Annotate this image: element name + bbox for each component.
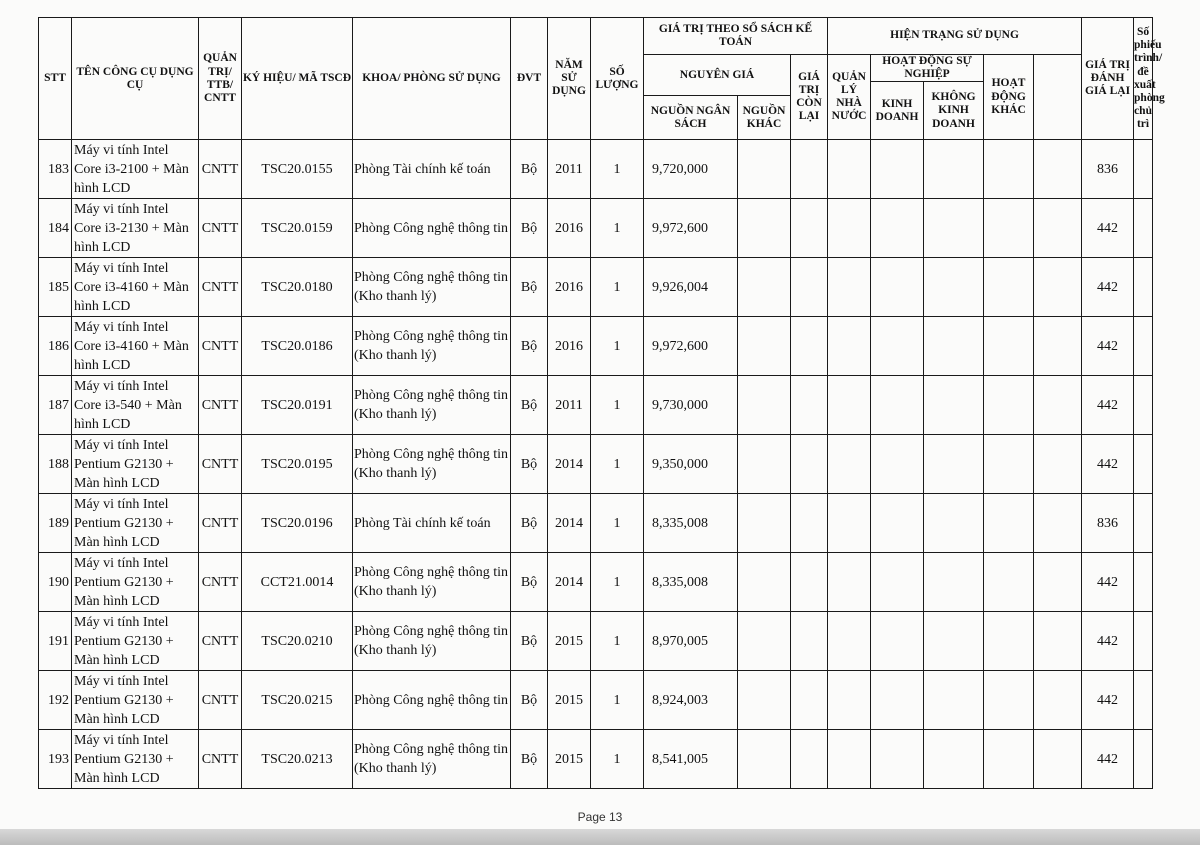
header-gia-tri-con-lai: GIÁ TRỊ CÒN LẠI bbox=[791, 55, 828, 140]
cell-gia-tri-con-lai bbox=[791, 612, 828, 671]
cell-gia-tri-con-lai bbox=[791, 435, 828, 494]
cell-kinh-doanh bbox=[871, 494, 924, 553]
cell-quan-tri: CNTT bbox=[199, 553, 242, 612]
cell-nguon-khac bbox=[738, 553, 791, 612]
header-ky-hieu: KÝ HIỆU/ MÃ TSCĐ bbox=[242, 18, 353, 140]
cell-dvt: Bộ bbox=[511, 435, 548, 494]
cell-danh-gia-lai bbox=[1034, 553, 1082, 612]
header-hien-trang: HIỆN TRẠNG SỬ DỤNG bbox=[828, 18, 1082, 55]
cell-nguon-ngan-sach: 8,335,008 bbox=[644, 494, 738, 553]
table-row bbox=[39, 258, 1153, 317]
cell-khong-kinh-doanh bbox=[924, 199, 984, 258]
cell-so-luong: 1 bbox=[591, 140, 644, 199]
cell-ghi-chu bbox=[1134, 730, 1153, 789]
cell-khong-kinh-doanh bbox=[924, 258, 984, 317]
cell-dvt: Bộ bbox=[511, 730, 548, 789]
table-row bbox=[39, 435, 1153, 494]
cell-ky-hieu: TSC20.0213 bbox=[242, 730, 353, 789]
header-khoa: KHOA/ PHÒNG SỬ DỤNG bbox=[353, 18, 511, 140]
header-hd-khac: HOẠT ĐỘNG KHÁC bbox=[984, 55, 1034, 140]
table-row bbox=[39, 553, 1153, 612]
cell-so-phieu: 442 bbox=[1082, 553, 1134, 612]
cell-ky-hieu: TSC20.0191 bbox=[242, 376, 353, 435]
cell-kinh-doanh bbox=[871, 553, 924, 612]
cell-ky-hieu: TSC20.0186 bbox=[242, 317, 353, 376]
cell-so-phieu: 836 bbox=[1082, 140, 1134, 199]
header-nguon-khac: NGUỒN KHÁC bbox=[738, 96, 791, 140]
cell-khoa: Phòng Công nghệ thông tin (Kho thanh lý) bbox=[353, 730, 511, 789]
cell-gia-tri-con-lai bbox=[791, 317, 828, 376]
cell-kinh-doanh bbox=[871, 435, 924, 494]
cell-kinh-doanh bbox=[871, 730, 924, 789]
cell-nam: 2016 bbox=[548, 317, 591, 376]
cell-ten: Máy vi tính Intel Core i3-4160 + Màn hình LCD bbox=[72, 258, 199, 317]
cell-stt: 192 bbox=[39, 671, 72, 730]
cell-quan-tri: CNTT bbox=[199, 258, 242, 317]
header-so-luong: SỐ LƯỢNG bbox=[591, 18, 644, 140]
header-kinh-doanh: KINH DOANH bbox=[871, 82, 924, 140]
cell-khoa: Phòng Công nghệ thông tin (Kho thanh lý) bbox=[353, 612, 511, 671]
cell-ky-hieu: TSC20.0180 bbox=[242, 258, 353, 317]
cell-so-luong: 1 bbox=[591, 199, 644, 258]
cell-hd-khac bbox=[984, 140, 1034, 199]
cell-nam: 2016 bbox=[548, 199, 591, 258]
cell-khong-kinh-doanh bbox=[924, 317, 984, 376]
cell-nguon-khac bbox=[738, 612, 791, 671]
cell-ky-hieu: TSC20.0159 bbox=[242, 199, 353, 258]
table-row bbox=[39, 730, 1153, 789]
cell-ten: Máy vi tính Intel Pentium G2130 + Màn hình LCD bbox=[72, 494, 199, 553]
cell-quan-ly bbox=[828, 612, 871, 671]
cell-hd-khac bbox=[984, 376, 1034, 435]
cell-so-luong: 1 bbox=[591, 730, 644, 789]
cell-danh-gia-lai bbox=[1034, 258, 1082, 317]
header-nguyen-gia: NGUYÊN GIÁ bbox=[644, 55, 791, 96]
cell-danh-gia-lai bbox=[1034, 317, 1082, 376]
cell-nguon-ngan-sach: 9,730,000 bbox=[644, 376, 738, 435]
cell-nguon-khac bbox=[738, 730, 791, 789]
cell-ky-hieu: TSC20.0196 bbox=[242, 494, 353, 553]
cell-hd-khac bbox=[984, 199, 1034, 258]
cell-quan-tri: CNTT bbox=[199, 435, 242, 494]
cell-so-phieu: 442 bbox=[1082, 612, 1134, 671]
cell-hd-khac bbox=[984, 612, 1034, 671]
cell-gia-tri-con-lai bbox=[791, 494, 828, 553]
cell-nam: 2014 bbox=[548, 553, 591, 612]
cell-so-luong: 1 bbox=[591, 317, 644, 376]
cell-quan-ly bbox=[828, 317, 871, 376]
cell-danh-gia-lai bbox=[1034, 140, 1082, 199]
cell-ghi-chu bbox=[1134, 140, 1153, 199]
cell-so-phieu: 442 bbox=[1082, 199, 1134, 258]
cell-khong-kinh-doanh bbox=[924, 553, 984, 612]
cell-kinh-doanh bbox=[871, 140, 924, 199]
cell-ten: Máy vi tính Intel Core i3-2100 + Màn hình LCD bbox=[72, 140, 199, 199]
cell-quan-tri: CNTT bbox=[199, 199, 242, 258]
cell-quan-ly bbox=[828, 258, 871, 317]
cell-danh-gia-lai bbox=[1034, 435, 1082, 494]
cell-khong-kinh-doanh bbox=[924, 671, 984, 730]
cell-dvt: Bộ bbox=[511, 140, 548, 199]
cell-nguon-ngan-sach: 9,972,600 bbox=[644, 317, 738, 376]
cell-so-luong: 1 bbox=[591, 553, 644, 612]
cell-nguon-khac bbox=[738, 258, 791, 317]
cell-nguon-khac bbox=[738, 376, 791, 435]
cell-nam: 2016 bbox=[548, 258, 591, 317]
header-quan-tri: QUẢN TRỊ/ TTB/ CNTT bbox=[199, 18, 242, 140]
cell-quan-tri: CNTT bbox=[199, 494, 242, 553]
cell-khoa: Phòng Công nghệ thông tin (Kho thanh lý) bbox=[353, 553, 511, 612]
cell-so-luong: 1 bbox=[591, 435, 644, 494]
cell-ky-hieu: TSC20.0215 bbox=[242, 671, 353, 730]
cell-khong-kinh-doanh bbox=[924, 730, 984, 789]
cell-quan-ly bbox=[828, 435, 871, 494]
cell-ghi-chu bbox=[1134, 435, 1153, 494]
cell-ten: Máy vi tính Intel Pentium G2130 + Màn hình LCD bbox=[72, 671, 199, 730]
cell-nguon-khac bbox=[738, 140, 791, 199]
page-number: Page 13 bbox=[577, 810, 623, 824]
cell-ten: Máy vi tính Intel Core i3-2130 + Màn hình LCD bbox=[72, 199, 199, 258]
header-khong-kinh-doanh: KHÔNG KINH DOANH bbox=[924, 82, 984, 140]
header-nam: NĂM SỬ DỤNG bbox=[548, 18, 591, 140]
cell-nam: 2015 bbox=[548, 730, 591, 789]
cell-dvt: Bộ bbox=[511, 199, 548, 258]
cell-ky-hieu: TSC20.0195 bbox=[242, 435, 353, 494]
cell-so-phieu: 442 bbox=[1082, 435, 1134, 494]
cell-khoa: Phòng Công nghệ thông tin (Kho thanh lý) bbox=[353, 317, 511, 376]
asset-table bbox=[38, 17, 1165, 789]
cell-nam: 2011 bbox=[548, 376, 591, 435]
cell-danh-gia-lai bbox=[1034, 494, 1082, 553]
cell-nguon-ngan-sach: 9,720,000 bbox=[644, 140, 738, 199]
cell-ghi-chu bbox=[1134, 258, 1153, 317]
cell-stt: 183 bbox=[39, 140, 72, 199]
header-stt: STT bbox=[39, 18, 72, 140]
cell-so-phieu: 442 bbox=[1082, 317, 1134, 376]
cell-stt: 190 bbox=[39, 553, 72, 612]
cell-danh-gia-lai bbox=[1034, 612, 1082, 671]
header-gia-tri-danh-gia-lai: GIÁ TRỊ ĐÁNH GIÁ LẠI bbox=[1082, 18, 1134, 140]
cell-quan-ly bbox=[828, 553, 871, 612]
cell-quan-tri: CNTT bbox=[199, 376, 242, 435]
cell-khoa: Phòng Công nghệ thông tin (Kho thanh lý) bbox=[353, 435, 511, 494]
cell-hd-khac bbox=[984, 730, 1034, 789]
table-row bbox=[39, 199, 1153, 258]
cell-hd-khac bbox=[984, 494, 1034, 553]
cell-gia-tri-con-lai bbox=[791, 140, 828, 199]
cell-khoa: Phòng Tài chính kế toán bbox=[353, 140, 511, 199]
cell-ghi-chu bbox=[1134, 317, 1153, 376]
cell-so-phieu: 442 bbox=[1082, 376, 1134, 435]
cell-khoa: Phòng Công nghệ thông tin bbox=[353, 199, 511, 258]
cell-hd-khac bbox=[984, 435, 1034, 494]
cell-ghi-chu bbox=[1134, 494, 1153, 553]
cell-ten: Máy vi tính Intel Pentium G2130 + Màn hình LCD bbox=[72, 612, 199, 671]
table-row bbox=[39, 671, 1153, 730]
cell-gia-tri-con-lai bbox=[791, 376, 828, 435]
header-ten: TÊN CÔNG CỤ DỤNG CỤ bbox=[72, 18, 199, 140]
cell-khoa: Phòng Tài chính kế toán bbox=[353, 494, 511, 553]
cell-quan-ly bbox=[828, 730, 871, 789]
cell-khoa: Phòng Công nghệ thông tin (Kho thanh lý) bbox=[353, 376, 511, 435]
cell-ghi-chu bbox=[1134, 376, 1153, 435]
cell-nguon-ngan-sach: 9,926,004 bbox=[644, 258, 738, 317]
cell-ten: Máy vi tính Intel Core i3-4160 + Màn hình LCD bbox=[72, 317, 199, 376]
cell-quan-ly bbox=[828, 140, 871, 199]
table-row bbox=[39, 612, 1153, 671]
cell-danh-gia-lai bbox=[1034, 730, 1082, 789]
cell-kinh-doanh bbox=[871, 376, 924, 435]
cell-nguon-khac bbox=[738, 494, 791, 553]
cell-dvt: Bộ bbox=[511, 376, 548, 435]
cell-ghi-chu bbox=[1134, 671, 1153, 730]
cell-gia-tri-con-lai bbox=[791, 258, 828, 317]
table-row bbox=[39, 317, 1153, 376]
cell-nam: 2015 bbox=[548, 612, 591, 671]
cell-nguon-ngan-sach: 9,350,000 bbox=[644, 435, 738, 494]
cell-quan-tri: CNTT bbox=[199, 612, 242, 671]
cell-dvt: Bộ bbox=[511, 671, 548, 730]
cell-khong-kinh-doanh bbox=[924, 494, 984, 553]
cell-gia-tri-con-lai bbox=[791, 671, 828, 730]
scan-bottom-edge bbox=[0, 829, 1200, 845]
cell-ghi-chu bbox=[1134, 199, 1153, 258]
cell-quan-ly bbox=[828, 671, 871, 730]
cell-dvt: Bộ bbox=[511, 258, 548, 317]
header-hd-su-nghiep: HOẠT ĐỘNG SỰ NGHIỆP bbox=[871, 55, 984, 82]
cell-quan-ly bbox=[828, 376, 871, 435]
cell-kinh-doanh bbox=[871, 612, 924, 671]
cell-so-phieu: 442 bbox=[1082, 730, 1134, 789]
cell-hd-khac bbox=[984, 553, 1034, 612]
cell-ghi-chu bbox=[1134, 612, 1153, 671]
cell-nguon-khac bbox=[738, 317, 791, 376]
header-so-phieu: Số phiếu trình/ đề xuất phòng chủ trì bbox=[1134, 18, 1153, 140]
cell-danh-gia-lai bbox=[1034, 199, 1082, 258]
cell-nguon-ngan-sach: 9,972,600 bbox=[644, 199, 738, 258]
cell-khoa: Phòng Công nghệ thông tin bbox=[353, 671, 511, 730]
cell-so-phieu: 442 bbox=[1082, 258, 1134, 317]
cell-gia-tri-con-lai bbox=[791, 730, 828, 789]
cell-quan-tri: CNTT bbox=[199, 730, 242, 789]
cell-so-phieu: 442 bbox=[1082, 671, 1134, 730]
cell-nam: 2014 bbox=[548, 494, 591, 553]
cell-dvt: Bộ bbox=[511, 553, 548, 612]
header-nguon-ngan-sach: NGUỒN NGÂN SÁCH bbox=[644, 96, 738, 140]
header-quan-ly-nha-nuoc: QUẢN LÝ NHÀ NƯỚC bbox=[828, 55, 871, 140]
cell-khong-kinh-doanh bbox=[924, 612, 984, 671]
cell-khoa: Phòng Công nghệ thông tin (Kho thanh lý) bbox=[353, 258, 511, 317]
cell-stt: 189 bbox=[39, 494, 72, 553]
cell-gia-tri-con-lai bbox=[791, 199, 828, 258]
cell-stt: 184 bbox=[39, 199, 72, 258]
table-row bbox=[39, 140, 1153, 199]
cell-quan-tri: CNTT bbox=[199, 317, 242, 376]
cell-hd-khac bbox=[984, 317, 1034, 376]
cell-ky-hieu: TSC20.0210 bbox=[242, 612, 353, 671]
cell-nguon-khac bbox=[738, 671, 791, 730]
cell-ten: Máy vi tính Intel Pentium G2130 + Màn hình LCD bbox=[72, 435, 199, 494]
table-body bbox=[39, 140, 1153, 789]
cell-kinh-doanh bbox=[871, 258, 924, 317]
table-header bbox=[39, 18, 1165, 140]
cell-ten: Máy vi tính Intel Pentium G2130 + Màn hình LCD bbox=[72, 553, 199, 612]
cell-ghi-chu bbox=[1134, 553, 1153, 612]
table-row bbox=[39, 376, 1153, 435]
cell-stt: 188 bbox=[39, 435, 72, 494]
cell-khong-kinh-doanh bbox=[924, 435, 984, 494]
cell-hd-khac bbox=[984, 258, 1034, 317]
cell-dvt: Bộ bbox=[511, 317, 548, 376]
cell-nguon-ngan-sach: 8,335,008 bbox=[644, 553, 738, 612]
cell-stt: 185 bbox=[39, 258, 72, 317]
cell-ky-hieu: CCT21.0014 bbox=[242, 553, 353, 612]
cell-khong-kinh-doanh bbox=[924, 140, 984, 199]
cell-danh-gia-lai bbox=[1034, 671, 1082, 730]
header-dvt: ĐVT bbox=[511, 18, 548, 140]
cell-nguon-ngan-sach: 8,970,005 bbox=[644, 612, 738, 671]
cell-quan-ly bbox=[828, 199, 871, 258]
cell-so-luong: 1 bbox=[591, 494, 644, 553]
cell-kinh-doanh bbox=[871, 199, 924, 258]
cell-stt: 186 bbox=[39, 317, 72, 376]
cell-dvt: Bộ bbox=[511, 494, 548, 553]
cell-ten: Máy vi tính Intel Pentium G2130 + Màn hình LCD bbox=[72, 730, 199, 789]
cell-nguon-ngan-sach: 8,541,005 bbox=[644, 730, 738, 789]
cell-nguon-khac bbox=[738, 199, 791, 258]
cell-hd-khac bbox=[984, 671, 1034, 730]
cell-stt: 193 bbox=[39, 730, 72, 789]
cell-ten: Máy vi tính Intel Core i3-540 + Màn hình LCD bbox=[72, 376, 199, 435]
header-gia-tri-so-sach: GIÁ TRỊ THEO SỔ SÁCH KẾ TOÁN bbox=[644, 18, 828, 55]
cell-danh-gia-lai bbox=[1034, 376, 1082, 435]
cell-nam: 2011 bbox=[548, 140, 591, 199]
cell-nguon-ngan-sach: 8,924,003 bbox=[644, 671, 738, 730]
cell-kinh-doanh bbox=[871, 317, 924, 376]
cell-stt: 187 bbox=[39, 376, 72, 435]
cell-quan-tri: CNTT bbox=[199, 140, 242, 199]
cell-so-luong: 1 bbox=[591, 258, 644, 317]
cell-khong-kinh-doanh bbox=[924, 376, 984, 435]
cell-so-luong: 1 bbox=[591, 612, 644, 671]
cell-so-luong: 1 bbox=[591, 671, 644, 730]
cell-nam: 2014 bbox=[548, 435, 591, 494]
cell-dvt: Bộ bbox=[511, 612, 548, 671]
cell-ky-hieu: TSC20.0155 bbox=[242, 140, 353, 199]
cell-so-luong: 1 bbox=[591, 376, 644, 435]
cell-so-phieu: 836 bbox=[1082, 494, 1134, 553]
cell-kinh-doanh bbox=[871, 671, 924, 730]
table-row bbox=[39, 494, 1153, 553]
cell-gia-tri-con-lai bbox=[791, 553, 828, 612]
cell-nam: 2015 bbox=[548, 671, 591, 730]
cell-stt: 191 bbox=[39, 612, 72, 671]
cell-nguon-khac bbox=[738, 435, 791, 494]
cell-quan-tri: CNTT bbox=[199, 671, 242, 730]
cell-quan-ly bbox=[828, 494, 871, 553]
